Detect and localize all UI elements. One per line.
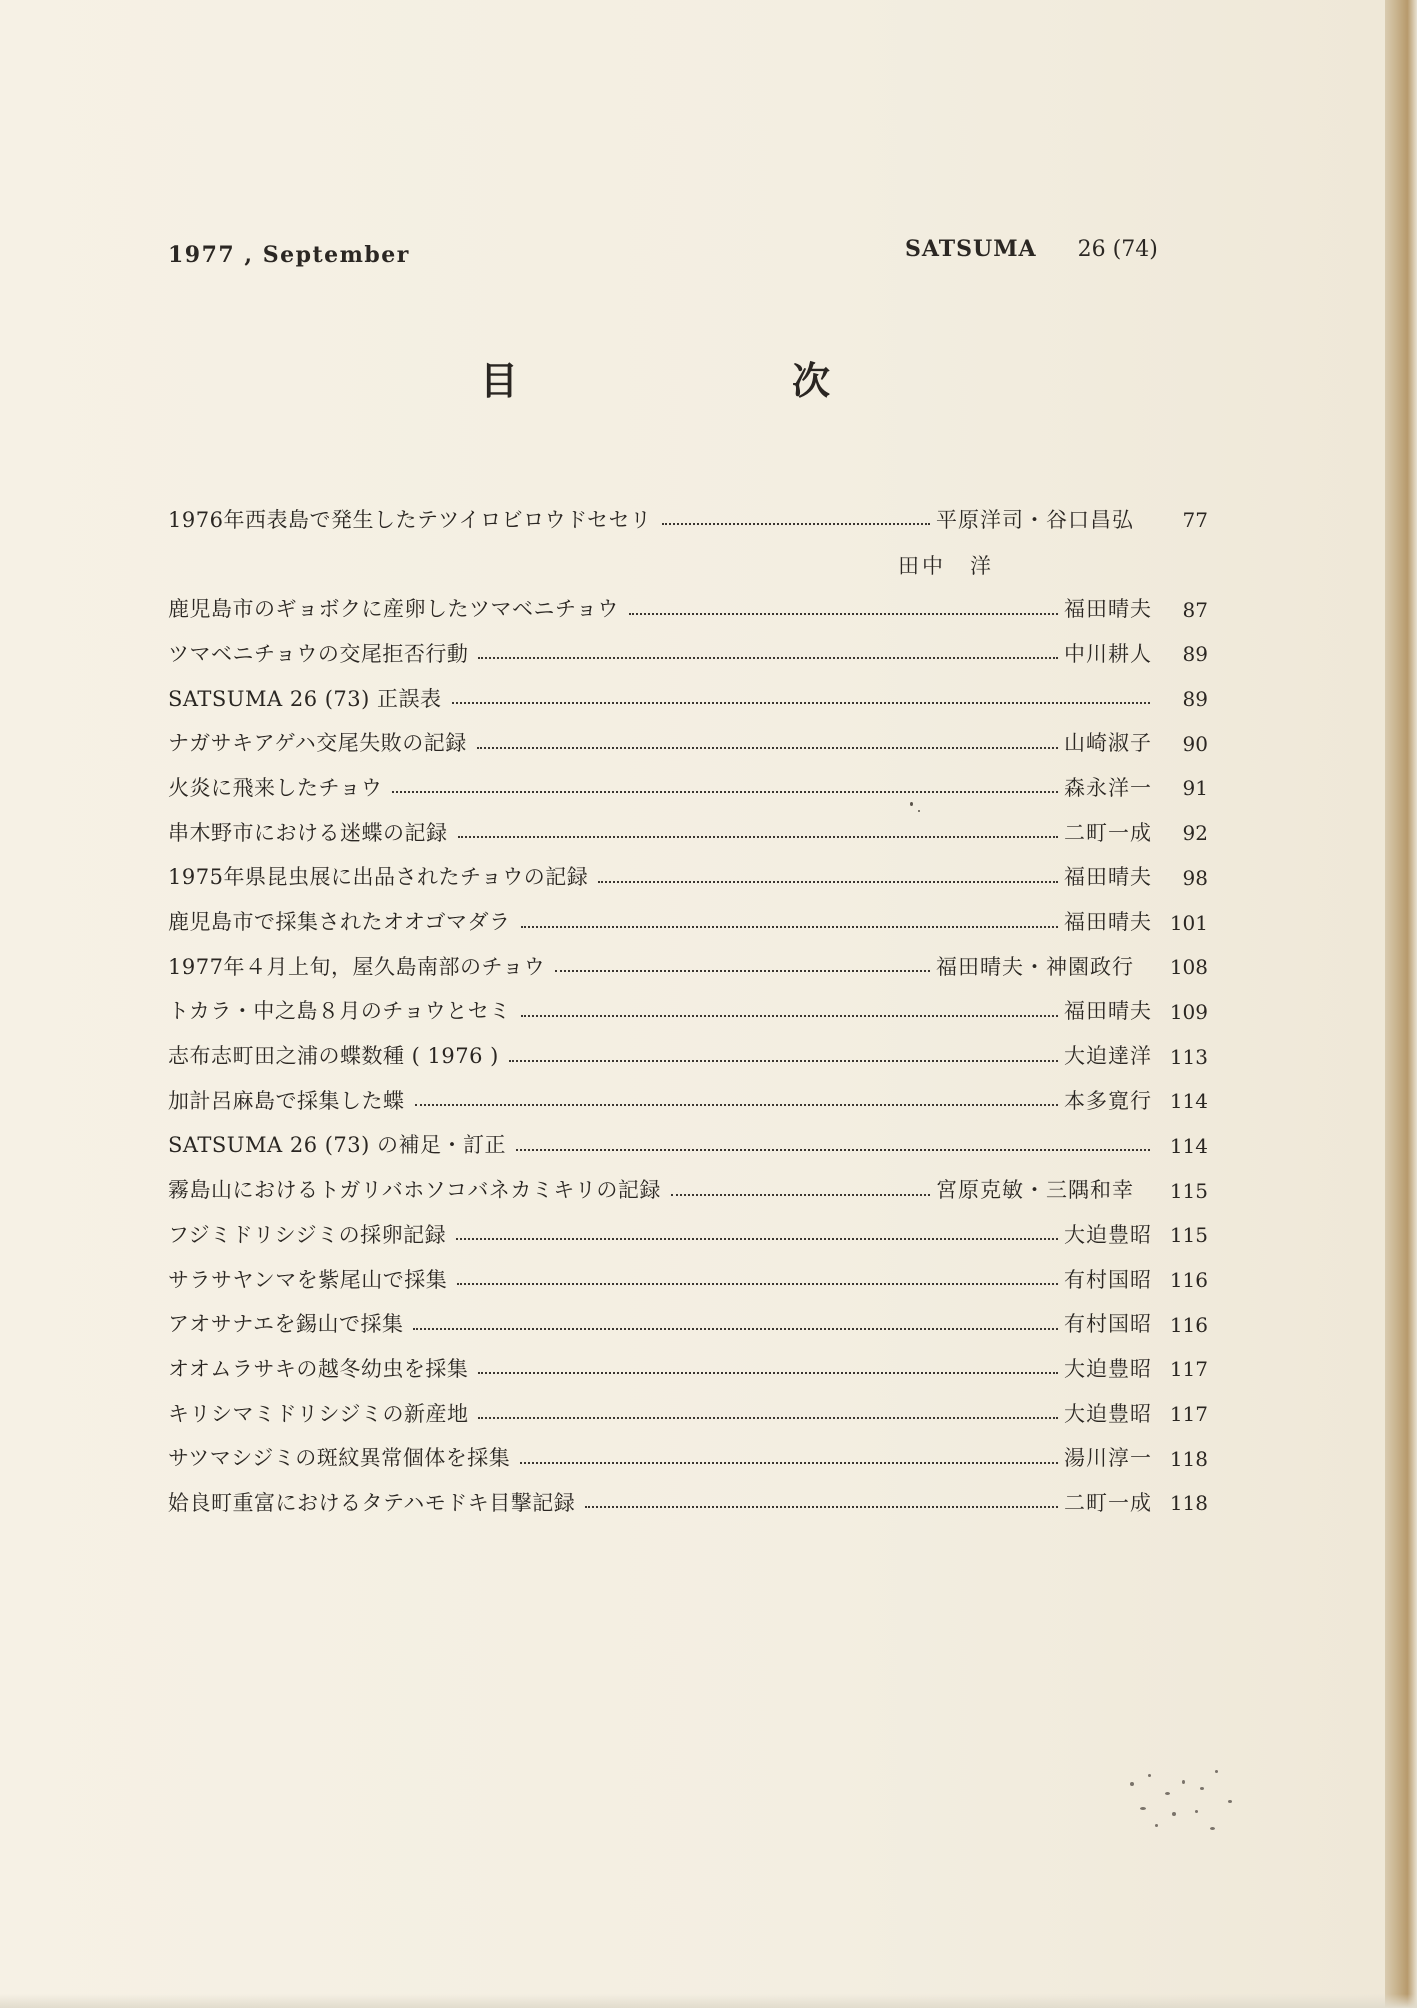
entry-title: 1975年県昆虫展に出品されたチョウの記録: [168, 865, 589, 890]
page-bottom-shade: [0, 1994, 1417, 2008]
toc-entry: [168, 1124, 1208, 1169]
dot-leader: [555, 970, 930, 972]
toc-entry: [168, 811, 1208, 856]
entry-title: 火炎に飛来したチョウ: [168, 775, 383, 800]
entry-author: 福田晴夫: [1064, 597, 1152, 622]
toc-heading: [480, 350, 830, 405]
entry-page: 117: [1169, 1402, 1208, 1427]
dot-leader: [477, 747, 1058, 749]
dot-leader: [521, 1015, 1058, 1017]
entry-author: 大迫豊昭: [1064, 1222, 1152, 1247]
entry-title: キリシマミドリシジミの新産地: [168, 1401, 469, 1426]
toc-entry: [168, 945, 1208, 990]
dot-leader: [413, 1328, 1058, 1330]
toc-entry: [168, 856, 1208, 901]
dot-leader: [520, 1462, 1058, 1464]
entry-page: 118: [1169, 1491, 1208, 1516]
entry-title: 加計呂麻島で採集した蝶: [168, 1088, 405, 1113]
entry-title: 霧島山におけるトガリバホソコバネカミキリの記録: [168, 1178, 661, 1203]
entry-title: 鹿児島市のギョボクに産卵したツマベニチョウ: [168, 597, 619, 622]
toc-entry: [168, 766, 1208, 811]
entry-title: 志布志町田之浦の蝶数種 ( 1976 ): [168, 1044, 499, 1069]
entry-title: ナガサキアゲハ交尾失敗の記録: [168, 731, 467, 756]
entry-author: 大迫豊昭: [1064, 1401, 1152, 1426]
toc-entry: [168, 1168, 1208, 1213]
issue-date: 1977 , September: [168, 242, 410, 268]
entry-title: アオサナエを錫山で採集: [168, 1312, 404, 1337]
toc-entry: [168, 1034, 1208, 1079]
paper-speck: [918, 810, 920, 812]
entry-title: 姶良町重富におけるタテハモドキ目撃記録: [168, 1490, 576, 1515]
entry-title: 鹿児島市で採集されたオオゴマダラ: [168, 910, 511, 935]
entry-author: 福田晴夫: [1064, 910, 1152, 935]
toc-entry: [168, 587, 1208, 632]
entry-page: 101: [1169, 910, 1208, 935]
entry-author: 宮原克敏・三隅和幸: [936, 1178, 1134, 1203]
journal-name: SATSUMA: [905, 236, 1037, 262]
entry-author: 二町一成: [1064, 1490, 1152, 1515]
entry-page: 90: [1182, 731, 1208, 756]
entry-page: 92: [1182, 821, 1208, 846]
dot-leader: [478, 1417, 1058, 1419]
entry-title: サラサヤンマを紫尾山で採集: [168, 1267, 448, 1292]
entry-page: 89: [1182, 687, 1208, 712]
entry-page: 87: [1182, 597, 1208, 622]
entry-author: 福田晴夫: [1064, 865, 1152, 890]
entry-title: オオムラサキの越冬幼虫を採集: [168, 1356, 469, 1381]
dot-leader: [457, 1283, 1058, 1285]
dot-leader: [598, 881, 1058, 883]
dot-leader: [662, 523, 930, 525]
toc-entry: [168, 900, 1208, 945]
entry-page: 117: [1169, 1357, 1208, 1382]
journal-header: [905, 236, 1158, 262]
entry-title: 串木野市における迷蝶の記録: [168, 820, 448, 845]
entry-author: 大迫達洋: [1064, 1044, 1152, 1069]
toc-entry: [168, 1213, 1208, 1258]
dot-leader: [478, 657, 1058, 659]
entry-author: 山崎淑子: [1064, 731, 1152, 756]
entry-author: 二町一成: [1064, 820, 1152, 845]
entry-author: 田中 洋: [898, 554, 994, 579]
dot-leader: [671, 1194, 930, 1196]
toc-entry: [168, 721, 1208, 766]
table-of-contents: [168, 498, 1208, 1526]
dot-leader: [456, 1238, 1058, 1240]
entry-author: 本多寛行: [1064, 1088, 1152, 1113]
entry-page: 98: [1182, 865, 1208, 890]
entry-title: 1977年４月上旬，屋久島南部のチョウ: [168, 954, 546, 979]
entry-title: サツマシジミの斑紋異常個体を採集: [168, 1446, 511, 1471]
entry-page: 116: [1169, 1268, 1208, 1293]
entry-title: フジミドリシジミの採卵記録: [168, 1222, 447, 1247]
entry-page: 113: [1169, 1044, 1208, 1069]
dot-leader: [415, 1104, 1059, 1106]
toc-entry: [168, 1347, 1208, 1392]
entry-title: トカラ・中之島８月のチョウとセミ: [168, 999, 511, 1024]
paper-speck: [910, 802, 913, 806]
entry-page: 116: [1169, 1312, 1208, 1337]
entry-page: 89: [1182, 642, 1208, 667]
entry-page: 118: [1169, 1446, 1208, 1471]
toc-entry: [168, 1079, 1208, 1124]
entry-page: 77: [1182, 508, 1208, 533]
entry-author: 平原洋司・谷口昌弘: [936, 507, 1134, 532]
dot-leader: [629, 613, 1058, 615]
toc-entry: [168, 498, 1208, 543]
toc-entry: [168, 677, 1208, 722]
entry-author: 有村国昭: [1064, 1312, 1152, 1337]
entry-page: 114: [1169, 1133, 1208, 1158]
entry-author: 中川耕人: [1064, 641, 1152, 666]
entry-title: 1976年西表島で発生したテツイロビロウドセセリ: [168, 507, 652, 532]
entry-author: 有村国昭: [1064, 1267, 1152, 1292]
dot-leader: [458, 836, 1059, 838]
toc-entry: [168, 1481, 1208, 1526]
page-edge: [1385, 0, 1417, 2008]
entry-title: SATSUMA 26 (73) の補足・訂正: [168, 1133, 507, 1158]
entry-author: 湯川淳一: [1064, 1446, 1152, 1471]
dot-leader: [392, 791, 1058, 793]
toc-entry: [168, 990, 1208, 1035]
entry-page: 109: [1169, 999, 1208, 1024]
entry-author: 福田晴夫・神園政行: [936, 954, 1134, 979]
issue-number: 26 (74): [1077, 237, 1158, 262]
toc-entry: [168, 1258, 1208, 1303]
dot-leader: [478, 1372, 1058, 1374]
ink-smudge: [1110, 1752, 1260, 1852]
dot-leader: [585, 1506, 1058, 1508]
toc-entry: [168, 1392, 1208, 1437]
entry-page: 115: [1169, 1178, 1208, 1203]
entry-author: 森永洋一: [1064, 775, 1152, 800]
entry-title: ツマベニチョウの交尾拒否行動: [168, 641, 469, 666]
dot-leader: [452, 702, 1150, 704]
dot-leader: [509, 1060, 1058, 1062]
entry-page: 114: [1169, 1089, 1208, 1114]
entry-author: 福田晴夫: [1064, 999, 1152, 1024]
dot-leader: [521, 926, 1058, 928]
toc-entry: [168, 1302, 1208, 1347]
entry-author: 大迫豊昭: [1064, 1356, 1152, 1381]
entry-page: 108: [1169, 955, 1208, 980]
entry-title: SATSUMA 26 (73) 正誤表: [168, 686, 442, 711]
entry-page: 115: [1169, 1223, 1208, 1248]
toc-entry: [168, 632, 1208, 677]
dot-leader: [516, 1149, 1150, 1151]
toc-entry: [168, 1436, 1208, 1481]
toc-entry-continuation: [168, 543, 1208, 588]
toc-heading-char-2: 次: [791, 358, 830, 403]
entry-page: 91: [1182, 776, 1208, 801]
toc-heading-char-1: 目: [480, 358, 519, 403]
